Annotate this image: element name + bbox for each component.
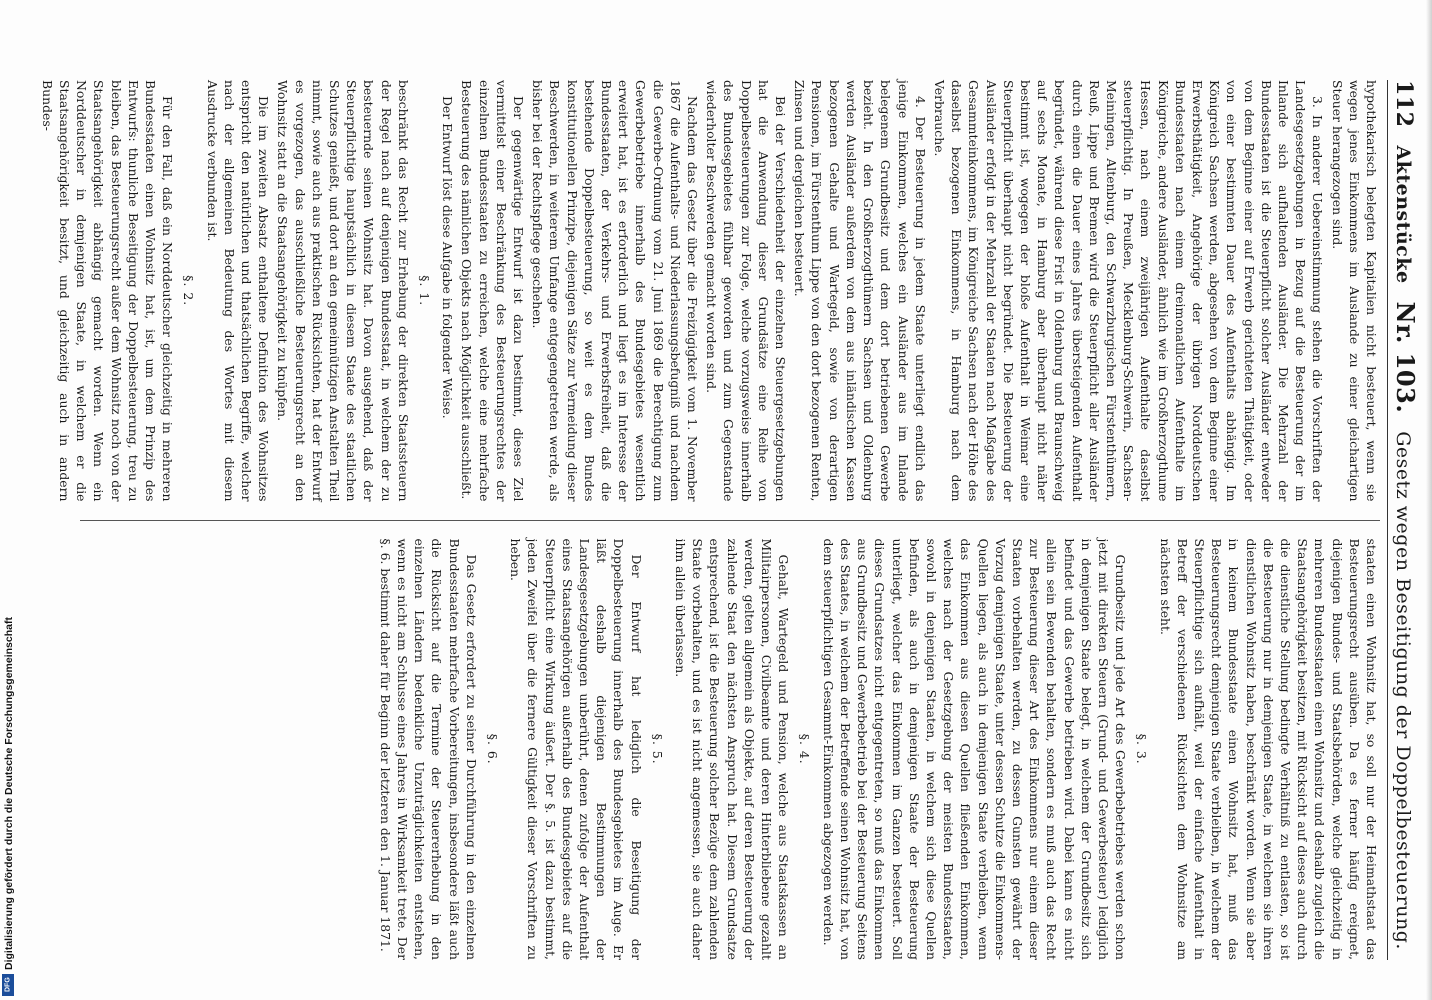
credit-text: Digitalisierung gefördert durch die Deutsche Forschungsgemeinschaft xyxy=(3,617,15,970)
paragraph: Der Entwurf löst diese Aufgabe in folgender Weise. xyxy=(440,96,456,419)
section-heading: §. 2. xyxy=(181,275,197,307)
paragraph: Bei der Verschiedenheit der einzelnen Steuergesetzgebungen hat die Anwendung dieser Grundsätze eine Reihe von Doppelbesteuerungen zur Folge, welche vorzugsweise innerhalb des Bundesgebietes fühlbar geworden und zum Gegenstande wiederholter Beschwerden gemacht worden sind. xyxy=(704,80,789,502)
paragraph: 4. Der Besteuerung in jedem Staate unterliegt endlich das jenige Einkommen, welches ein Ausländer aus im Inlande belegenem Grundbesitz und dem dort betriebenen Gewerbe bezieht. In den Großherzogthümern Sachsen und Oldenburg werden Ausländer außerdem von dem aus inländischen Kassen bezogenen Gehalte und Wartegeld, sowie von derartigen Pensionen, im Fürstenthum Lippe von den dort bezogenen Renten, Zinsen und dergleichen besteuert. xyxy=(792,80,928,502)
paragraph: Gehalt, Wartegeld und Pension, welche aus Staatskassen an Militairpersonen, Civilbeamte und deren Hinterbliebene gezahlt werden, gelten allgemein als Objekte, auf deren Besteuerung der zahlende Staat den nächsten Anspruch hat. Diesem Grundsatze entsprechend, ist die Besteuerung solcher Bezüge dem zahlenden Staate vorbehalten, und es ist nicht angemessen, sie auch daher ihm allein überlassen. xyxy=(673,538,792,960)
dfg-logo: DFG xyxy=(2,974,14,996)
head-label: Aktenstücke xyxy=(1392,145,1414,284)
paragraph: beschränkt das Recht zur Erhebung der direkten Staatssteuern der Regel nach auf denjenigen Bundesstaat, in welchem der zu besteuernde seinen Wohnsitz hat. Davon ausgehend, daß der Steuerpflichtige hauptsächlich in diesem Staate des staatlichen Schutzes genießt, und dort an den gemeinnützigen Anstalten Theil nimmt, sowie auch aus praktischen Rücksichten, hat der Entwurf es vorgezogen, das ausschließliche Besteuerungsrecht an den Wohnsitz statt an die Staatsangehörigkeit zu knüpfen. xyxy=(275,80,411,502)
paragraph: staaten einen Wohnsitz hat, so soll nur der Heimathstaat das Besteuerungsrecht ausüben. Da es ferner häufig ereignet, diejenigen Bundes- und Staatsbehörden, welche gleichzeitig in mehreren Bundesstaaten einen Wohnsitz und deshalb zugleich die Staatsangehörigkeit besitzen, mit Rücksicht auf dieses auch durch die dienstliche Stellung bedingte Verhältniß zu entlasten, so ist die Besteuerung nur in demjenigen Staate, in welchem sie ihren dienstlichen Wohnsitz haben, beschränkt worden. Wenn sie aber in keinem Bundesstaate einen Wohnsitz hat, muß das Besteuerungsrecht demjenigen Staate verbleiben, in welchem der Steuerpflichtige sich aufhält, weil der einfache Aufenthalt in Betreff der verschiedenen Rücksichten dem Wohnsitze am nächsten steht. xyxy=(1157,538,1379,960)
section-heading: §. 5. xyxy=(649,733,665,765)
paragraph: Grundbesitz und jede Art des Gewerbebetriebes werden schon jetzt mit direkten Steuern (Grund- und Gewerbesteuer) lediglich in demjenigen Staate belegt, in welchem der Grundbesitz sich befindet und das Gewerbe betrieben wird. Dabei kann es nicht allein sein Bewenden behalten, sondern es muß auch das Recht zur Besteuerung dieser Art des Einkommens nur einem dieser Staaten vorbehalten werden, zu dessen Gunsten gewährt der Vorzug demjenigen Staate, unter dessen Schutze die Einkommens-Quellen liegen, als auch in demjenigen Staate verbleiben, wenn das Einkommen aus diesen Quellen fließenden Einkommen, welches nach der Gesetzgebung der meisten Bundesstaaten, sowohl in denjenigen Staaten, in welchem sich diese Quellen befinden, als auch in demjenigen Staate der Besteuerung unterliegt, welcher das Einkommen im Ganzen besteuert. Soll dieses Grundsatzes nicht entgegentreten, so muß das Einkommen aus Grundbesitz und Gewerbebetrieb bei der Besteuerung Seitens des Staates, in welchem der Betreffende seinen Wohnsitz hat, von dem steuerpflichtigen Gesammt-Einkommen abgezogen werden. xyxy=(820,538,1129,960)
text-columns xyxy=(39,80,1380,960)
right-column xyxy=(80,539,1380,961)
section-heading: §. 3. xyxy=(1134,733,1150,765)
paragraph: Der Entwurf hat lediglich die Beseitigung der Doppelbesteuerung innerhalb des Bundesgebietes im Auge. Er läßt deshalb diejenigen Bestimmungen der Landesgesetzgebungen unberührt, denen zufolge der Aufenthalt eines Staatsangehörigen außerhalb des Bundesgebietes auf die Steuerpflicht eine Wirkung äußert. Der §. 5. ist dazu bestimmt, jeden Zweifel über die fernere Gültigkeit dieser Vorschriften zu heben. xyxy=(508,538,644,960)
document-number: Nr. 103. xyxy=(1391,301,1420,414)
paragraph: Der gegenwärtige Entwurf ist dazu bestimmt, dieses Ziel vermittelst einer Beschränkung des Besteuerungsrechtes der einzelnen Bundesstaaten zu erreichen, welche eine mehrfache Besteuerung des nämlichen Objekts nach Möglichkeit ausschließt. xyxy=(459,80,527,502)
paragraph: Nachdem das Gesetz über die Freizügigkeit vom 1. November 1867 die Aufenthalts- und Niederlassungsbefugniß und nachdem die Gewerbe-Ordnung vom 21. Juni 1869 die Berechtigung zum Gewerbebetriebe innerhalb des Bundesgebietes wesentlich erweitert hat, ist es erforderlich und liegt es im Interesse der Bundesstaaten, der Verkehrs- und Erwerbsfreiheit, daß die bestehende Doppelbesteuerung, so weit es dem Bundes konstitutionellen Prinzipe, diejenigen Sätze zur Vermeidung dieser Beschwerden, in weiterem Umfange entgegengetreten werde, als bisher bei der Rechtspflege geschehen. xyxy=(530,80,701,502)
digitization-credit xyxy=(0,0,16,1000)
paragraph: Die im zweiten Absatz enthaltene Definition des Wohnsitzes entspricht den natürlichen und thatsächlichen Begriffe, welcher nach der allgemeinen Bedeutung des Wortes mit diesem Ausdrucke verbunden ist. xyxy=(204,80,272,502)
paragraph: Für den Fall, daß ein Norddeutscher gleichzeitig in mehreren Bundesstaaten einen Wohnsitz hat, ist, um dem Prinzip des Entwurfs: thunliche Beseitigung der Doppelbesteuerung, treu zu bleiben, das Besteuerungsrecht außer dem Wohnsitz noch von der Staatsangehörigkeit abhängig gemacht worden. Wenn ein Norddeutscher in demjenigen Staate, in welchem er die Staatsangehörigkeit besitzt, und gleichzeitig auch in andern Bundes- xyxy=(39,80,176,502)
paragraph: hypothekarisch belegten Kapitalien nicht besteuert, wenn sie wegen jenes Einkommens im Auslande zu einer gleichartigen Steuer herangezogen sind. xyxy=(1329,80,1379,502)
section-heading: §. 4. xyxy=(797,733,813,765)
scan-edge-shadow xyxy=(1426,0,1432,1000)
column-divider xyxy=(80,520,1380,521)
document-title: Gesetz wegen Beseitigung der Doppelbesteuerung. xyxy=(1392,431,1414,950)
section-heading: §. 1. xyxy=(417,275,433,307)
paragraph: Das Gesetz erfordert zu seiner Durchführung in den einzelnen Bundesstaaten mehrfache Vorbereitungen, insbesondere läßt auch die Rücksicht auf die Termine der Steuererhebung in den einzelnen Ländern bedenkliche Unzuträglichkeiten entstehen, wenn es nicht am Schlusse eines Jahres in Wirksamkeit trete. Der §. 6. bestimmt daher für Beginn der letzteren den 1. Januar 1871. xyxy=(377,538,479,960)
running-head xyxy=(1391,80,1420,960)
page-number: 112 xyxy=(1391,80,1417,128)
header-rule xyxy=(1387,80,1388,960)
section-heading: §. 6. xyxy=(485,733,501,765)
paragraph: 3. In anderer Uebereinstimmung stehen die Vorschriften der Landesgesetzgebungen in Bezug auf die Besteuerung der im Inlande sich aufhaltenden Ausländer. Die Mehrzahl der Bundesstaaten ist die Steuerpflicht solcher Ausländer entweder von dem Beginne einer auf Erwerb gerichteten Thätigkeit, oder von einer bestimmten Dauer des Aufenthalts abhängig. Im Königreich Sachsen werden, abgesehen von dem Beginne einer Erwerbsthätigkeit, Angehörige der übrigen Norddeutschen Bundesstaaten nach einem dreimonatlichen Aufenthalte im Königreiche, andere Ausländer, ähnlich wie im Großherzogthume Hessen, nach einem zweijährigen Aufenthalte daselbst steuerpflichtig. In Preußen, Mecklenburg-Schwerin, Sachsen-Meiningen, Altenburg, den Schwarzburgischen Fürstenthümern, Reuß, Lippe und Bremen wird die Steuerpflicht aller Ausländer durch einen die Dauer eines Jahres übersteigenden Aufenthalt begründet, während diese Frist in Oldenburg und Braunschweig auf sechs Monate, in Hamburg aber überhaupt nicht näher bestimmt ist, wogegen der bloße Aufenthalt in Weimar eine Steuerpflicht überhaupt nicht begründet. Die Besteuerung der Ausländer erfolgt in der Mehrzahl der Staaten nach Maßgabe des Gesammteinkommens, im Königreiche Sachsen nach der Höhe des daselbst bezogenen Einkommens, in Hamburg nach dem Verbrauche. xyxy=(931,80,1326,502)
left-column xyxy=(39,80,1380,502)
